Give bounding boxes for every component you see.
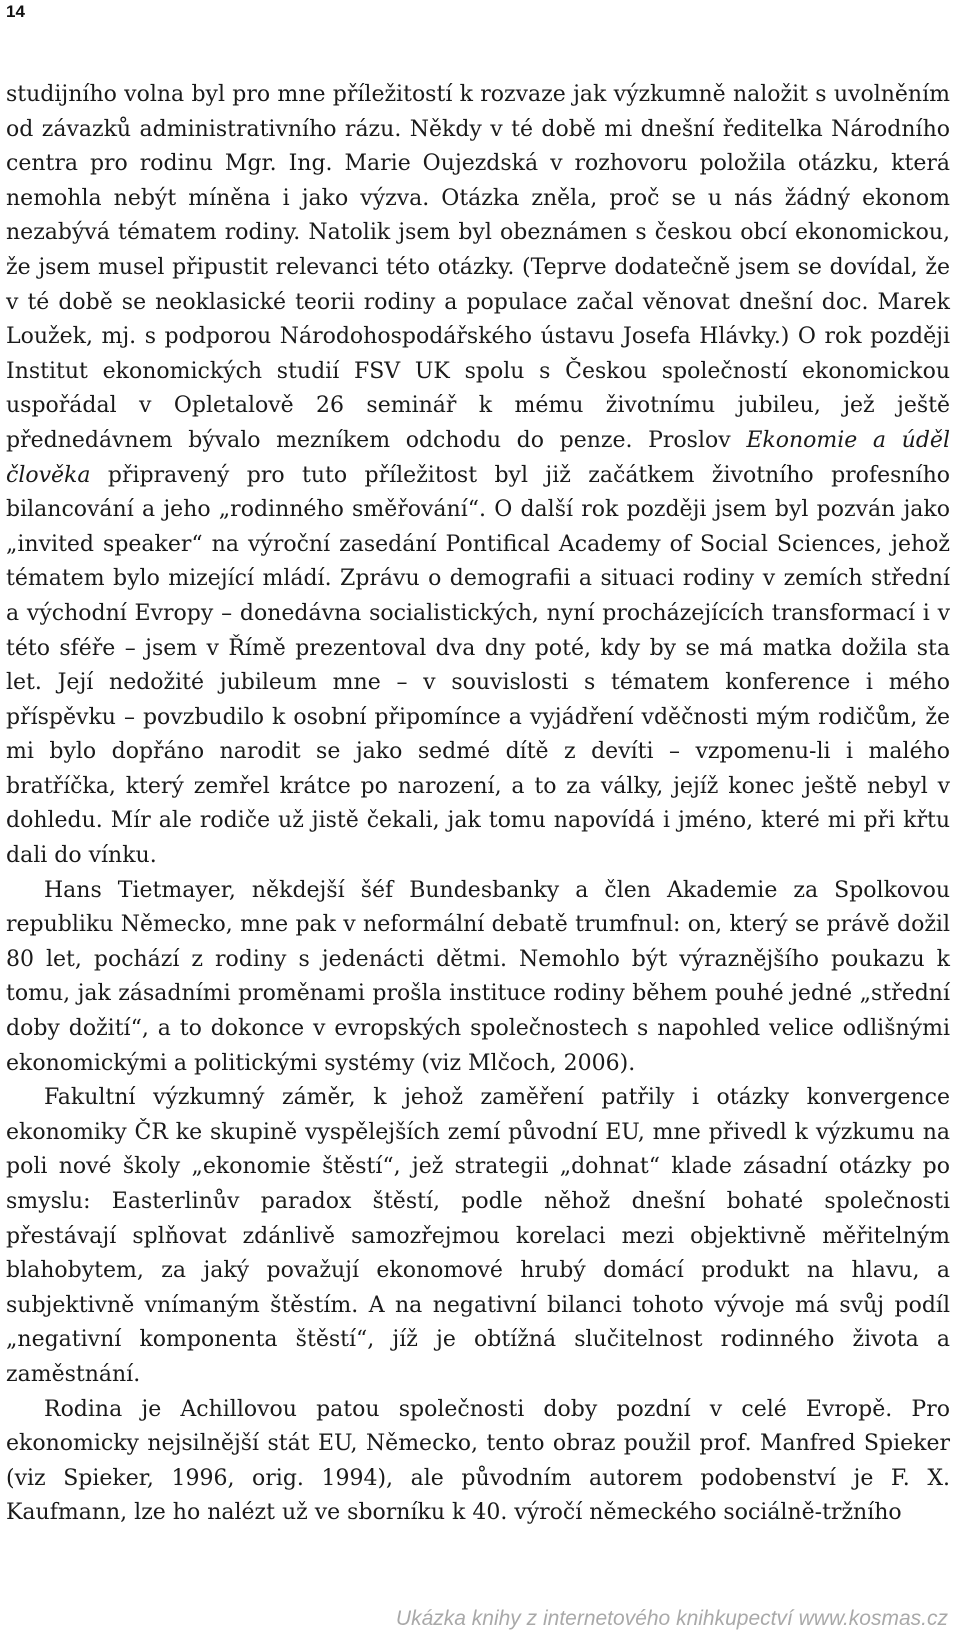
paragraph-3: Fakultní výzkumný záměr, k jehož zaměření patřily i otázky konvergence ekonomiky ČR ke skupině vyspělejších zemí původní EU, mne přivedl k výzkumu na poli nové školy „ekonomie štěstí“, jež strategii „dohnat“ klade zásadní otázky po smyslu: Easterlinův paradox štěstí, podle něhož dnešní bohaté společnosti přestávají splňovat zdánlivě samozřejmou korelaci mezi objektivně měřitelným blahobytem, za jaký považují ekonomové hrubý domácí produkt na hlavu, a subjektivně vnímaným štěstím. A na negativní bilanci tohoto vývoje má svůj podíl „negativní komponenta štěstí“, jíž je obtížná slučitelnost rodinného života a zaměstnání. [6,1085,950,1387]
paragraph-1 [6,78,950,874]
watermark: Ukázka knihy z internetového knihkupectví www.kosmas.cz [395,1607,948,1630]
page-number: 14 [6,2,25,21]
paragraph-1-text-end: připravený pro tuto příležitost byl již začátkem životního profesního bilancování a jeho „rodinného směřování“. O další rok později jsem byl pozván jako „invited speaker“ na výroční zasedání Pontifical Academy of Social Sciences, jehož tématem bylo mizející mládí. Zprávu o demografii a situaci rodiny v zemích střední a východní Evropy – donedávna socialistických, nyní procházejících transformací i v této sféře – jsem v Římě prezentoval dva dny poté, kdy by se má matka dožila sta let. Její nedožité jubileum mne – v souvislosti s tématem konference i mého příspěvku – povzbudilo k osobní připomínce a vyjádření vděčnosti mým rodičům, že mi bylo dopřáno narodit se jako sedmé dítě z devíti – vzpomenu-li i malého bratříčka, který zemřel krátce po narození, a to za války, jejíž konec ještě nebyl v dohledu. Mír ale rodiče už jistě čekali, jak tomu napovídá i jméno, které mi při křtu dali do vínku. [6,462,950,869]
body-text [6,78,950,1531]
book-title-italic: Ekonomie a úděl člověka [6,427,950,488]
paragraph-1-text-start: studijního volna byl pro mne příležitostí k rozvaze jak výzkumně naložit s uvolněním od závazků administrativního rázu. Někdy v té době mi dnešní ředitelka Národního centra pro rodinu Mgr. Ing. Marie Oujezdská v rozhovoru položila otázku, která nemohla nebýt míněna i jako výzva. Otázka zněla, proč se u nás žádný ekonom nezabývá tématem rodiny. Natolik jsem byl obeznámen s českou obcí ekonomickou, že jsem musel připustit relevanci této otázky. (Teprve dodatečně jsem se dovídal, že v té době se neoklasické teorii rodiny a populace začal věnovat dnešní doc. Marek Loužek, mj. s podporou Národohospodářského ústavu Josefa Hlávky.) O rok později Institut ekonomických studií FSV UK spolu s Českou společností ekonomickou uspořádal v Opletalově 26 seminář k mému životnímu jubileu, jež ještě přednedávnem bývalo mezníkem odchodu do penze. Proslov [6,82,950,453]
paragraph-4: Rodina je Achillovou patou společnosti doby pozdní v celé Evropě. Pro ekonomicky nejsilnější stát EU, Německo, tento obraz použil prof. Manfred Spieker (viz Spieker, 1996, orig. 1994), ale původním autorem podobenství je F. X. Kaufmann, lze ho nalézt už ve sborníku k 40. výročí německého sociálně-tržního [6,1396,950,1526]
paragraph-2: Hans Tietmayer, někdejší šéf Bundesbanky a člen Akademie za Spolkovou republiku Německo, mne pak v neformální debatě trumfnul: on, který se právě dožil 80 let, pochází z rodiny s jedenácti dětmi. Nemohlo být výraznějšího poukazu k tomu, jak zásadními proměnami prošla instituce rodiny během pouhé jedné „střední doby dožití“, a to dokonce v evropských společnostech s napohled velice odlišnými ekonomickými a politickými systémy (viz Mlčoch, 2006). [6,877,950,1076]
